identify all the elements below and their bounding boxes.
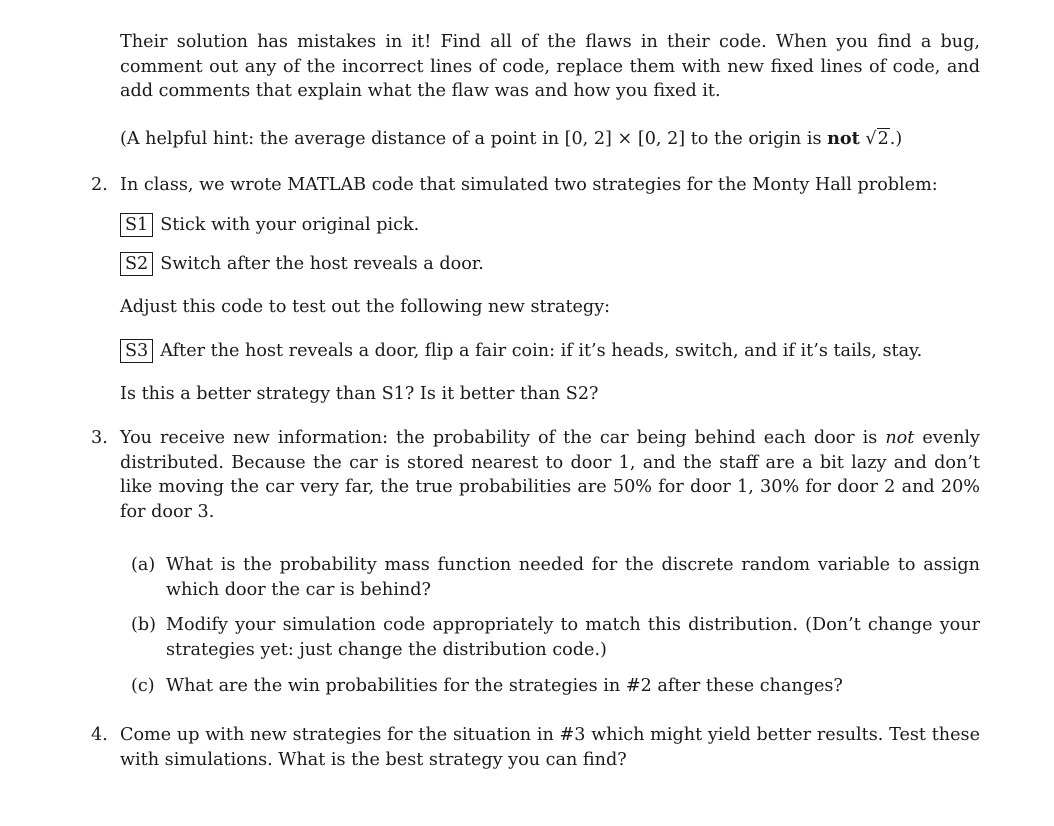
part-b-text: Modify your simulation code appropriately to match this distribution. (Don’t change your strategies yet: just change the distribution code.) bbox=[166, 615, 980, 660]
part-b-label: (b) bbox=[131, 615, 156, 635]
hint-text-pre: (A helpful hint: the average distance of a point in [0, 2] × [0, 2] to the origin is bbox=[120, 129, 828, 149]
strategy-s3 bbox=[120, 339, 980, 364]
problem-2-adjust: Adjust this code to test out the following new strategy: bbox=[120, 297, 611, 317]
hint-text-post: .) bbox=[889, 129, 903, 149]
sqrt-expression bbox=[865, 127, 889, 152]
problem-3-emphasis-not: not bbox=[885, 428, 915, 448]
problem-3-text-post: evenly distributed. Because the car is stored nearest to door 1, and the staff are a bit lazy and don’t like moving the car very far, the true probabilities are 50% for door 1, 30% for door 2 and 20% for door 3. bbox=[120, 428, 980, 522]
problem-2-intro: In class, we wrote MATLAB code that simulated two strategies for the Monty Hall problem: bbox=[120, 175, 938, 195]
sqrt-argument: 2 bbox=[877, 129, 889, 149]
problem-2-number: 2. bbox=[91, 175, 108, 195]
sqrt-symbol: √ bbox=[865, 129, 877, 149]
strategy-s1-text: Stick with your original pick. bbox=[160, 215, 420, 235]
strategy-s1-label: S1 bbox=[120, 213, 153, 237]
problem-3-text bbox=[120, 426, 980, 524]
strategy-s3-label: S3 bbox=[120, 339, 153, 363]
problem-4-number: 4. bbox=[91, 725, 108, 745]
part-c-label: (c) bbox=[131, 676, 155, 696]
part-a-text: What is the probability mass function needed for the discrete random variable to assign which door the car is behind? bbox=[166, 555, 980, 600]
strategy-s2-label: S2 bbox=[120, 252, 153, 276]
intro-paragraph: Their solution has mistakes in it! Find all of the flaws in their code. When you find a bug, comment out any of the incorrect lines of code, replace them with new fixed lines of code, and add comments that explain what the flaw was and how you fixed it. bbox=[120, 32, 980, 101]
part-a-label: (a) bbox=[131, 555, 156, 575]
hint-bold-not: not bbox=[827, 128, 860, 149]
problem-2-question: Is this a better strategy than S1? Is it better than S2? bbox=[120, 384, 599, 404]
strategy-s2 bbox=[120, 252, 980, 277]
part-c-text: What are the win probabilities for the strategies in #2 after these changes? bbox=[166, 676, 843, 696]
problem-4-text: Come up with new strategies for the situation in #3 which might yield better results. Test these with simulations. What is the best strategy you can find? bbox=[120, 725, 980, 770]
strategy-s3-text: After the host reveals a door, flip a fair coin: if it’s heads, switch, and if it’s tails, stay. bbox=[160, 341, 923, 361]
strategy-s1 bbox=[120, 213, 980, 238]
problem-3-number: 3. bbox=[91, 428, 108, 448]
strategy-s2-text: Switch after the host reveals a door. bbox=[160, 254, 484, 274]
intro-hint bbox=[120, 127, 980, 152]
problem-3-text-pre: You receive new information: the probability of the car being behind each door is bbox=[120, 428, 886, 448]
